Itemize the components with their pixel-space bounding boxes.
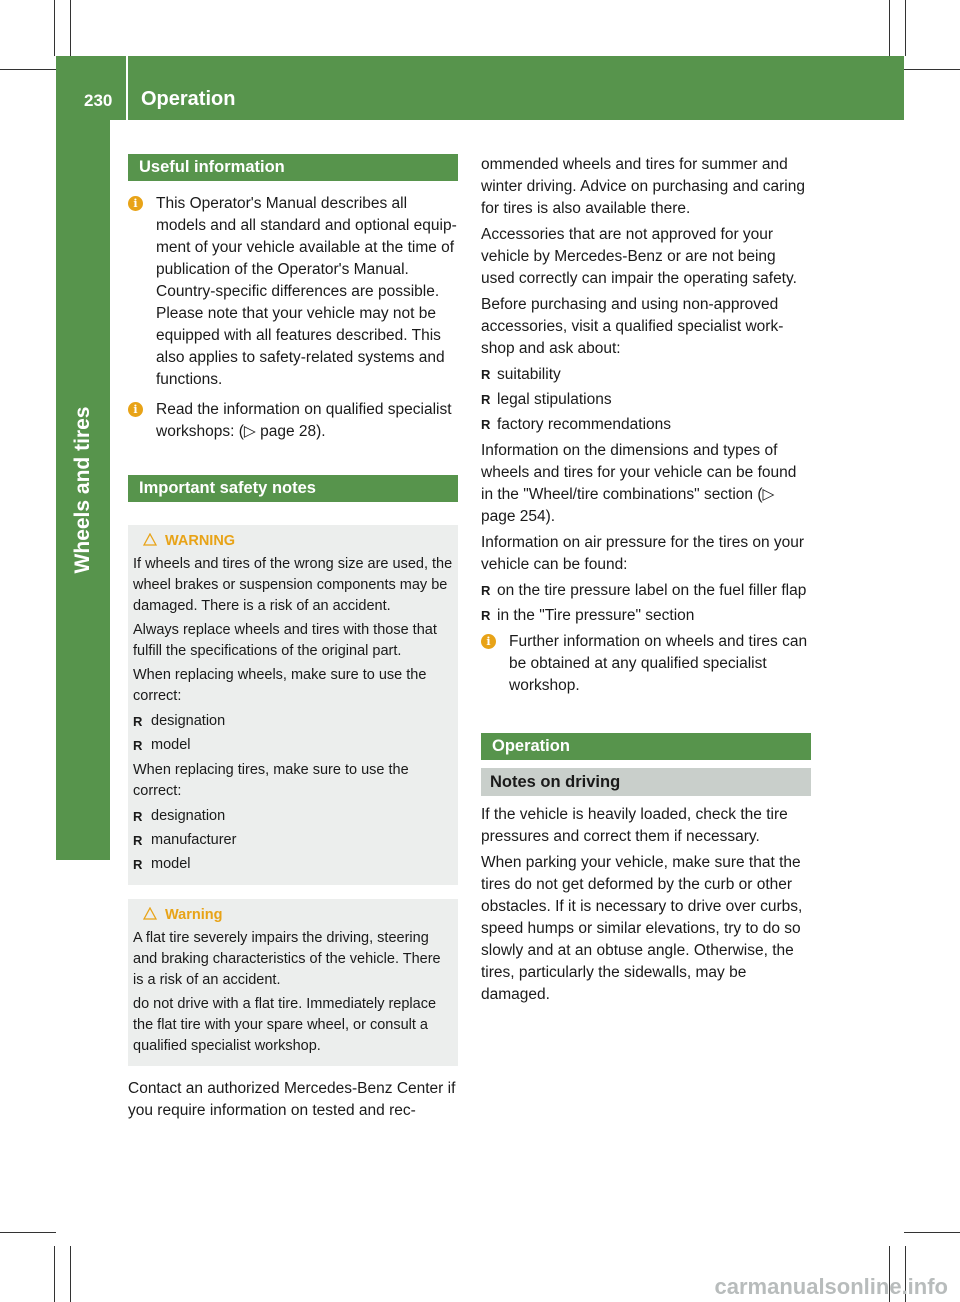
warning-text: When replacing tires, make sure to use the correct:	[133, 762, 409, 799]
list-item: R legal stipulations	[481, 391, 612, 408]
list-item: R in the "Tire pressure" section	[481, 607, 695, 624]
body-text: ommended wheels and tires for summer and winter driving. Advice on purchasing and caring for tires is also available there.	[481, 156, 805, 217]
warning-box	[128, 525, 458, 885]
bullet-list	[133, 806, 453, 875]
crop-mark	[904, 69, 960, 70]
warning-title: WARNING	[165, 533, 236, 549]
list-item: R suitability	[481, 366, 561, 383]
header-divider	[126, 56, 128, 120]
warning-heading	[143, 531, 453, 552]
info-text: This Operator's Manual describes all models and all standard and optional equipment of your vehicle available at the time of publication of the Operator's Manual. Country-specific differences are possible. Please note that your vehicle may not be equipped with all features described. This also applies to safety-related systems and functions.	[156, 195, 457, 388]
info-icon: i	[481, 634, 496, 649]
info-note	[481, 631, 811, 697]
body-text: Contact an authorized Mercedes-Benz Center if you require information on tested and rec-	[128, 1080, 456, 1119]
page-number: 230	[84, 91, 113, 110]
body-text: Information on the dimensions and types of wheels and tires for your vehicle can be found in the "Wheel/tire combinations" section (▷ page 254).	[481, 442, 797, 525]
section-title: Operation	[141, 88, 236, 110]
list-item: R designation	[133, 713, 226, 729]
chapter-tab-label: Wheels and tires	[71, 406, 94, 574]
crop-mark	[0, 69, 56, 70]
list-item: R on the tire pressure label on the fuel filler flap	[481, 582, 807, 599]
list-item: R model	[133, 737, 191, 753]
crop-mark	[905, 0, 906, 56]
crop-mark	[0, 1232, 56, 1233]
body-text: Information on air pressure for the tires on your vehicle can be found:	[481, 534, 805, 573]
warning-heading	[143, 905, 453, 926]
warning-title: Warning	[165, 907, 223, 923]
body-text: If the vehicle is heavily loaded, check the tire pressures and correct them if necessary.	[481, 806, 788, 845]
body-text: Before purchasing and using non-approved accessories, visit a qualified specialist workshop and ask about:	[481, 296, 784, 357]
crop-mark	[889, 0, 890, 56]
crop-mark	[70, 1246, 71, 1302]
warning-text: do not drive with a flat tire. Immediately replace the flat tire with your spare wheel, or consult a qualified specialist workshop.	[133, 996, 437, 1054]
warning-text: A flat tire severely impairs the driving, steering and braking characteristics of the vehicle. There is a risk of an accident.	[133, 930, 441, 988]
info-text: Further information on wheels and tires can be obtained at any qualified specialist workshop.	[509, 633, 808, 694]
crop-mark	[904, 1232, 960, 1233]
useful-info-heading: Useful information	[128, 154, 458, 181]
info-note	[128, 399, 458, 443]
warning-text: If wheels and tires of the wrong size are used, the wheel brakes or suspension components may be damaged. There is a risk of an accident.	[133, 556, 453, 614]
warning-triangle-icon	[143, 907, 157, 920]
safety-heading: Important safety notes	[128, 475, 458, 502]
warning-text: Always replace wheels and tires with those that fulfill the specifications of the original part.	[133, 622, 437, 659]
right-column	[481, 154, 811, 1010]
info-text: Read the information on qualified specialist workshops: (▷ page 28).	[156, 401, 452, 440]
list-item: R model	[133, 856, 191, 872]
crop-mark	[54, 1246, 55, 1302]
crop-mark	[70, 0, 71, 56]
info-icon: i	[128, 196, 143, 211]
list-item: R factory recommendations	[481, 416, 672, 433]
warning-triangle-icon	[143, 533, 157, 546]
crop-mark	[54, 0, 55, 56]
driving-notes-heading: Notes on driving	[481, 768, 811, 796]
left-column	[128, 154, 458, 1126]
list-item: R designation	[133, 808, 226, 824]
warning-text: When replacing wheels, make sure to use the correct:	[133, 667, 427, 704]
info-note	[128, 193, 458, 391]
list-item: R manufacturer	[133, 832, 237, 848]
bullet-list	[481, 580, 811, 627]
body-text: Accessories that are not approved for your vehicle by Mercedes-Benz or are not being used correctly can impair the operating safety.	[481, 226, 797, 287]
bullet-list	[133, 711, 453, 756]
info-icon: i	[128, 402, 143, 417]
watermark: carmanualsonline.info	[714, 1274, 948, 1299]
operation-heading: Operation	[481, 733, 811, 760]
body-text: When parking your vehicle, make sure that the tires do not get deformed by the curb or other obstacles. If it is necessary to drive over curbs, speed humps or similar elevations, try to do so slowly and at an obtuse angle. Otherwise, the tires, particularly the sidewalls, may be damaged.	[481, 854, 803, 1003]
bullet-list	[481, 364, 811, 436]
warning-box	[128, 899, 458, 1066]
